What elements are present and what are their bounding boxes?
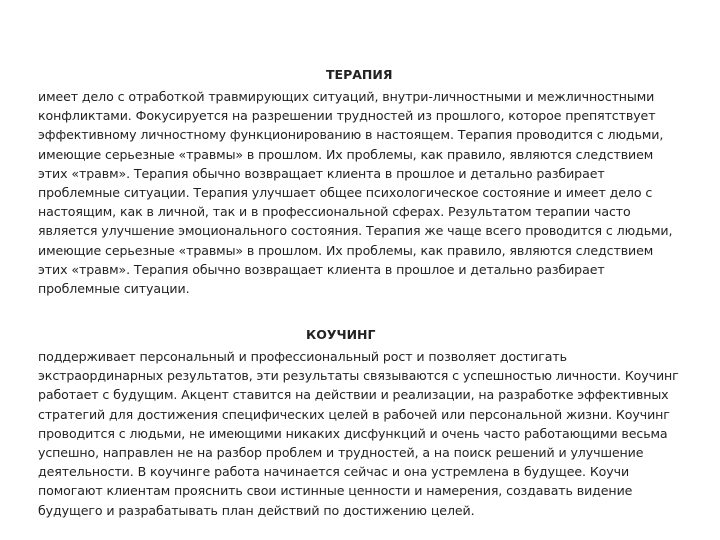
therapy-text-line: этих «травм». Терапия обычно возвращает клиента в прошлое и детально разбирает — [38, 165, 605, 181]
coaching-text-line: стратегий для достижения специфических целей в рабочей или персональной жизни. Коучинг — [38, 406, 670, 422]
coaching-text-line: поддерживает персональный и профессиональный рост и позволяет достигать — [38, 349, 567, 364]
therapy-text-line: конфликтами. Фокусируется на разрешении трудностей из прошлого, которое препятствует — [38, 108, 656, 124]
therapy-section — [38, 66, 693, 298]
coaching-text-line: работает с будущим. Акцент ставится на действии и реализации, на разработке эффективных — [38, 387, 669, 403]
therapy-text-line: имеющие серьезные «травмы» в прошлом. Их проблемы, как правило, являются следствием — [38, 242, 654, 258]
therapy-text-line: является улучшение эмоционального состояния. Терапия же чаще всего проводится с людьми, — [38, 223, 673, 239]
therapy-heading: ТЕРАПИЯ — [326, 67, 393, 82]
coaching-text-line: деятельности. В коучинге работа начинается сейчас и она устремлена в будущее. Коучи — [38, 464, 630, 480]
therapy-text-line: этих «травм». Терапия обычно возвращает клиента в прошлое и детально разбирает — [38, 261, 605, 277]
coaching-section — [38, 326, 693, 520]
coaching-text-line: проводится с людьми, не имеющими никаких дисфункций и очень часто работающими весьма — [38, 425, 668, 441]
therapy-text-line: имеет дело с отработкой травмирующих ситуаций, внутри-личностными и межличностными — [38, 89, 655, 104]
therapy-text-line: имеющие серьезные «травмы» в прошлом. Их проблемы, как правило, являются следствием — [38, 146, 654, 162]
therapy-text-line: эффективному личностному функционированию в настоящем. Терапия проводится с людьми, — [38, 127, 664, 143]
coaching-heading: КОУЧИНГ — [306, 327, 376, 342]
coaching-text-line: будущего и разрабатывать план действий по достижению целей. — [38, 502, 475, 518]
therapy-text-line: проблемные ситуации. — [38, 281, 190, 297]
therapy-text-line: проблемные ситуации. Терапия улучшает общее психологическое состояние и имеет дело с — [38, 185, 653, 201]
therapy-text-line: настоящим, как в личной, так и в профессиональной сферах. Результатом терапии часто — [38, 204, 631, 220]
coaching-text-line: экстраординарных результатов, эти результаты связываются с успешностью личности. Коучинг — [38, 368, 679, 384]
coaching-text-line: помогают клиентам прояснить свои истинные ценности и намерения, создавать видение — [38, 483, 633, 499]
coaching-text-line: успешно, направлен не на разбор проблем и трудностей, а на поиск решений и улучшение — [38, 445, 644, 461]
